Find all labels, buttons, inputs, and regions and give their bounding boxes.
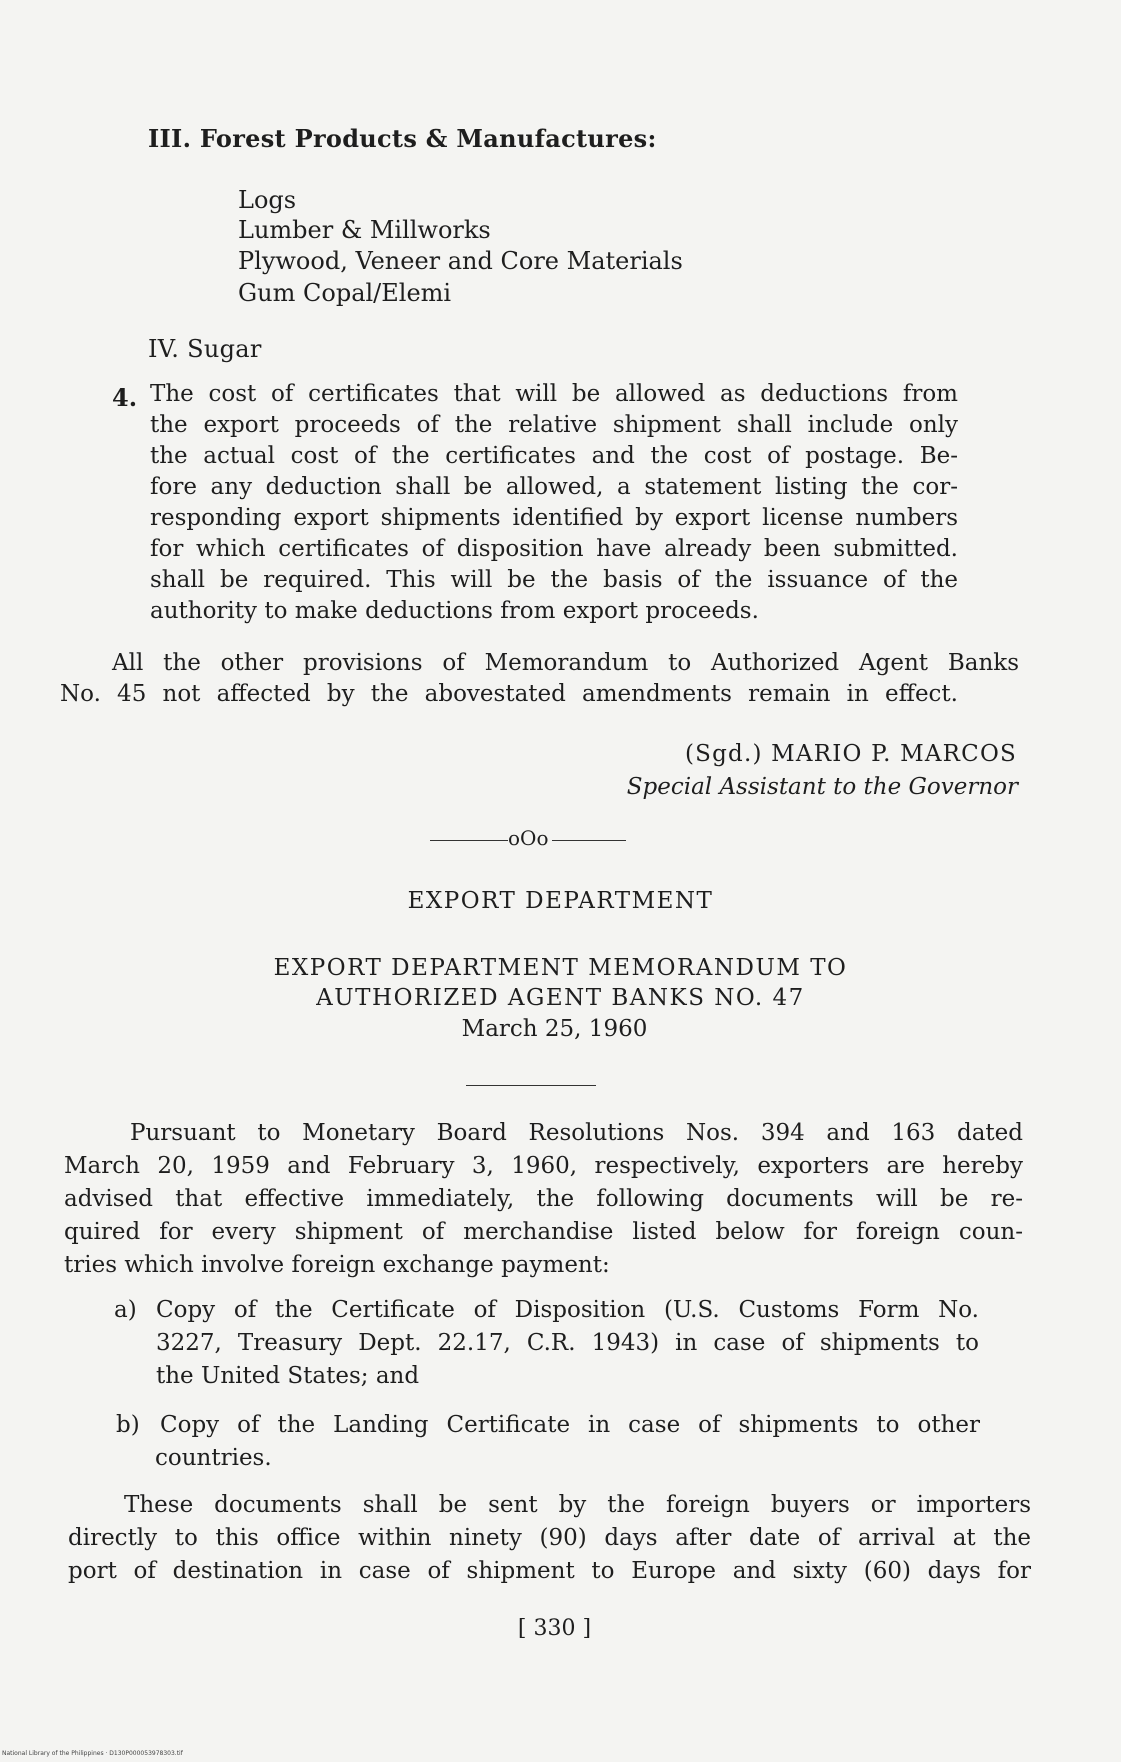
paragraph-line: fore any deduction shall be allowed, a statement listing the cor- <box>150 474 958 500</box>
list-item: Logs <box>238 186 297 214</box>
item-b-marker: b) <box>116 1412 140 1438</box>
separator-rule-right <box>552 840 626 841</box>
final-line: These documents shall be sent by the foreign buyers or importers <box>124 1492 1031 1518</box>
signature-title: Special Assistant to the Governor <box>626 774 1018 800</box>
intro-line: Pursuant to Monetary Board Resolutions Nos. 394 and 163 dated <box>130 1120 1023 1146</box>
paragraph-number: 4. <box>112 383 138 412</box>
section-iv-heading: IV. Sugar <box>148 335 262 363</box>
closing-line: No. 45 not affected by the abovestated amendments remain in effect. <box>60 681 958 707</box>
memo-date: March 25, 1960 <box>461 1016 648 1042</box>
department-heading: EXPORT DEPARTMENT <box>407 888 714 914</box>
page-number: [ 330 ] <box>517 1616 592 1641</box>
title-rule <box>466 1085 596 1086</box>
closing-line: All the other provisions of Memorandum to Authorized Agent Banks <box>112 650 1019 676</box>
paragraph-line: for which certificates of disposition have already been submitted. <box>150 536 958 562</box>
intro-line: quired for every shipment of merchandise listed below for foreign coun- <box>64 1219 1023 1245</box>
paragraph-line: The cost of certificates that will be allowed as deductions from <box>150 381 958 407</box>
final-line: directly to this office within ninety (90) days after date of arrival at the <box>68 1525 1031 1551</box>
section-iii-heading: III. Forest Products & Manufactures: <box>148 124 657 153</box>
final-line: port of destination in case of shipment to Europe and sixty (60) days for <box>68 1558 1031 1584</box>
signature-name: (Sgd.) MARIO P. MARCOS <box>684 741 1017 767</box>
paragraph-line: the export proceeds of the relative shipment shall include only <box>150 412 958 438</box>
footer-caption: National Library of the Philippines · D130P000053978303.tif <box>2 1750 183 1757</box>
intro-line: tries which involve foreign exchange payment: <box>64 1252 610 1278</box>
list-item: Gum Copal/Elemi <box>238 279 452 307</box>
memo-title-line2: AUTHORIZED AGENT BANKS NO. 47 <box>316 985 805 1011</box>
separator-mark: oOo <box>508 826 549 850</box>
list-item: Lumber & Millworks <box>238 216 491 244</box>
paragraph-line: the actual cost of the certificates and the cost of postage. Be- <box>150 443 958 469</box>
item-a-line: Copy of the Certificate of Disposition (U.S. Customs Form No. <box>156 1297 979 1323</box>
item-a-line: the United States; and <box>156 1363 420 1389</box>
item-b-line: countries. <box>155 1445 272 1471</box>
memo-title-line1: EXPORT DEPARTMENT MEMORANDUM TO <box>273 955 848 981</box>
item-a-line: 3227, Treasury Dept. 22.17, C.R. 1943) in case of shipments to <box>156 1330 979 1356</box>
paragraph-line: shall be required. This will be the basis of the issuance of the <box>150 567 958 593</box>
separator-rule-left <box>430 840 508 841</box>
intro-line: March 20, 1959 and February 3, 1960, respectively, exporters are hereby <box>64 1153 1023 1179</box>
item-b-line: Copy of the Landing Certificate in case of shipments to other <box>160 1412 980 1438</box>
list-item: Plywood, Veneer and Core Materials <box>238 247 683 275</box>
item-a-marker: a) <box>114 1297 137 1323</box>
intro-line: advised that effective immediately, the following documents will be re- <box>64 1186 1023 1212</box>
paragraph-line: responding export shipments identified by export license numbers <box>150 505 958 531</box>
paragraph-line: authority to make deductions from export proceeds. <box>150 598 759 624</box>
